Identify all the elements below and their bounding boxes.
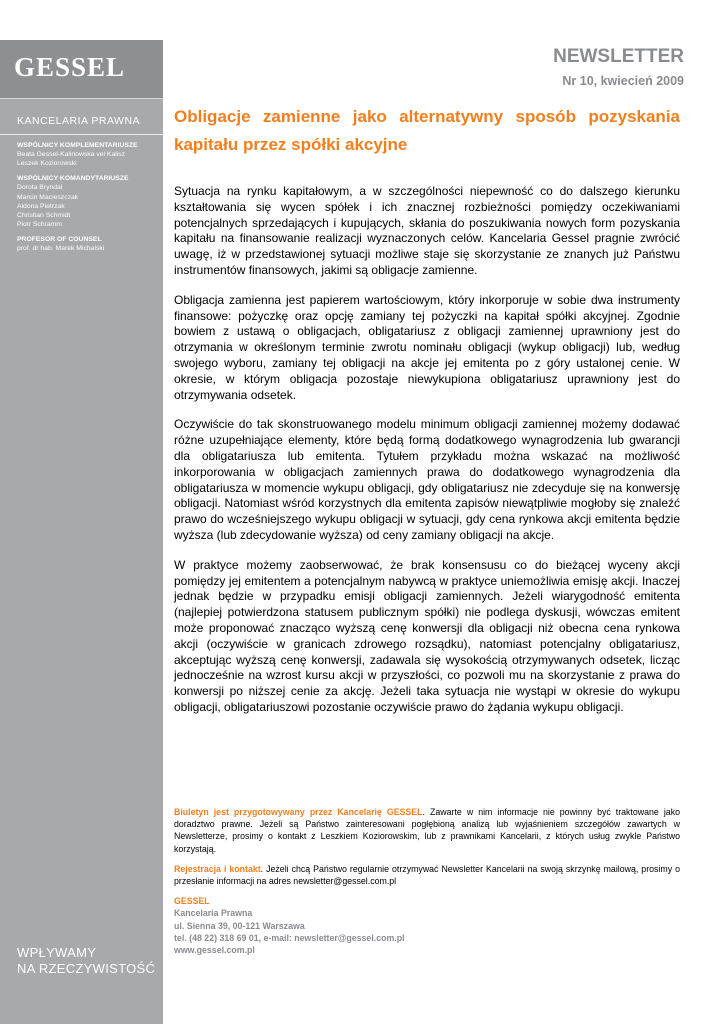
article-paragraph: Sytuacja na rynku kapitałowym, a w szczególności niepewność co do dalszego kierunku kształtowania się wycen spółek i ich znacznej rozbieżności pomiędzy oczekiwaniami potencjalnych sprzedających i kupujących, skłania do poszukiwania nowych form pozyskania kapitału na finansowanie realizacji wyznaczonych celów. Kancelaria Gessel pragnie zwrócić uwagę, iż w przedstawionej sytuacji możliwe staje się skorzystanie ze znanych już Państwu instrumentów finansowych, jakimi są obligacje zamienne. [174,184,680,277]
contact-name: GESSEL [174,896,210,907]
newsletter-title: NEWSLETTER [553,46,684,67]
bulletin-note [174,806,680,855]
role-title: PROFESOR OF COUNSEL [17,236,102,244]
partner-name: prof. dr hab. Marek Michalski [17,245,105,253]
contact-address: ul. Sienna 39, 00-121 Warszawa [174,920,305,931]
sidebar-divider [0,134,163,135]
article-paragraph: Obligacja zamienna jest papierem wartościowym, który inkorporuje w sobie dwa instrumenty finansowe: pożyczkę oraz opcję zamiany tej pożyczki na kapitał spółki akcyjnej. Zgodnie bowiem z ustawą o obligacjach, obligatariusz z obligacji zamiennej uprawniony jest do otrzymania w określonym terminie zwrotu nominału obligacji (wykup obligacji) lub, według swojego wyboru, zamiany tej obligacji na akcje jej emitenta po z góry ustalonej cenie. W okresie, w którym obligacja pozostaje niewykupiona obligatariusz uprawniony jest do otrzymywania odsetek. [174,292,680,402]
article-paragraph: Oczywiście do tak skonstruowanego modelu minimum obligacji zamiennej możemy dodawać różne uzupełniające elementy, które będą formą dodatkowego wynagrodzenia lub gwarancji dla obligatariusza lub emitenta. Tytułem przykładu można wskazać na możliwość inkorporowania w obligacjach zamiennych prawa do dodatkowego wynagrodzenia dla obligatariusza w momencie wykupu obligacji, gdy obligatariusz nie zdecyduje się na konwersję obligacji. Natomiast wśród korzystnych dla emitenta zapisów niewątpliwie mogłoby się znaleźć prawo do wcześniejszego wykupu obligacji w sytuacji, gdy cena rynkowa akcji emitenta będzie wyższa (lub zdecydowanie wyższa) od ceny zamiany obligacji na akcje. [174,417,680,542]
partner-name: Aldona Pietrzak [17,202,65,210]
motto-line: NA RZECZYWISTOŚĆ [17,961,156,976]
logo-band [0,40,163,99]
contact-phone-email[interactable]: tel. (48 22) 318 69 01, e-mail: newsletter@gessel.com.pl [174,932,405,943]
article [174,103,680,730]
sidebar [0,40,163,1024]
partners-list [17,141,157,260]
role-section [17,235,157,253]
role-title: WSPÓLNICY KOMPLEMENTARIUSZE [17,142,138,149]
role-section [17,174,157,229]
contact-block [174,895,680,956]
bulletin-text: . Zawarte w nim informacje nie powinny być traktowane jako doradztwo prawne. Jeżeli są Państwo zainteresowani pogłębioną analizą lub wyjaśnieniem szczegółów zawartych w Newsletterze, prosimy o kontakt z Leszkiem Koziorowskim, lub z prawnikami Kancelarii, z których usług zwykle Państwo korzystają. [174,807,680,854]
partner-name: Piotr Schramm [17,221,62,229]
contact-line: Kancelaria Prawna [174,908,253,919]
issue-number: Nr 10, kwiecień 2009 [562,74,684,88]
role-section [17,141,157,168]
motto-line: WPŁYWAMY [17,945,97,960]
registration-text: . Jeżeli chcą Państwo regularnie otrzymywać Newsletter Kancelarii na swoją skrzynkę mailową, prosimy o przesłanie informacji na adres newsletter@gessel.com.pl [174,863,680,887]
gessel-logo: GESSEL [14,52,126,82]
article-paragraph: W praktyce możemy zaobserwować, że brak konsensusu co do bieżącej wyceny akcji pomiędzy jej emitentem a potencjalnym nabywcą w praktyce uniemożliwia emisję akcji. Inaczej jednak będzie w przypadku emisji obligacji zamiennych. Jeżeli wiarygodność emitenta (najlepiej potwierdzona statusem publicznym spółki) nie podlega dyskusji, wówczas emitent może proponować znacząco wyższą cenę konwersji dla obligacji niż obecna cena rynkowa akcji (oczywiście w granicach zdrowego rozsądku), natomiast potencjalny obligatariusz, akceptując wyższą cenę konwersji, zadawala się wysokością otrzymywanych odsetek, licząc jednocześnie na wzrost kursu akcji w przyszłości, co pozwoli mu na skorzystanie z prawa do konwersji po niższej cenie za akcję. Jeżeli taka sytuacja nie wystąpi w okresie do wykupu obligacji, obligatariuszowi pozostanie oczywiście prawo do żądania wykupu obligacji. [174,557,680,714]
footer [174,806,680,956]
motto [17,945,155,977]
article-title: Obligacje zamienne jako alternatywny sposób pozyskania kapitału przez spółki akcyjne [174,107,680,154]
partner-name: Dorota Bryndal [17,184,63,192]
registration-lead: Rejestracja i kontakt [174,863,261,874]
role-title: WSPÓLNICY KOMANDYTARIUSZE [17,175,129,183]
bulletin-lead: Biuletyn jest przygotowywany przez Kancelarię GESSEL [174,807,423,817]
partner-name: Beata Gessel-Kalinowska vel Kalisz [17,151,126,158]
partner-name: Marcin Macieszczak [17,193,79,201]
partner-name: Leszek Koziorowski [17,160,77,168]
contact-website[interactable]: www.gessel.com.pl [174,945,255,956]
partner-name: Christian Schmidt [17,212,71,220]
firm-name: KANCELARIA PRAWNA [17,115,141,127]
registration-note [174,863,680,887]
